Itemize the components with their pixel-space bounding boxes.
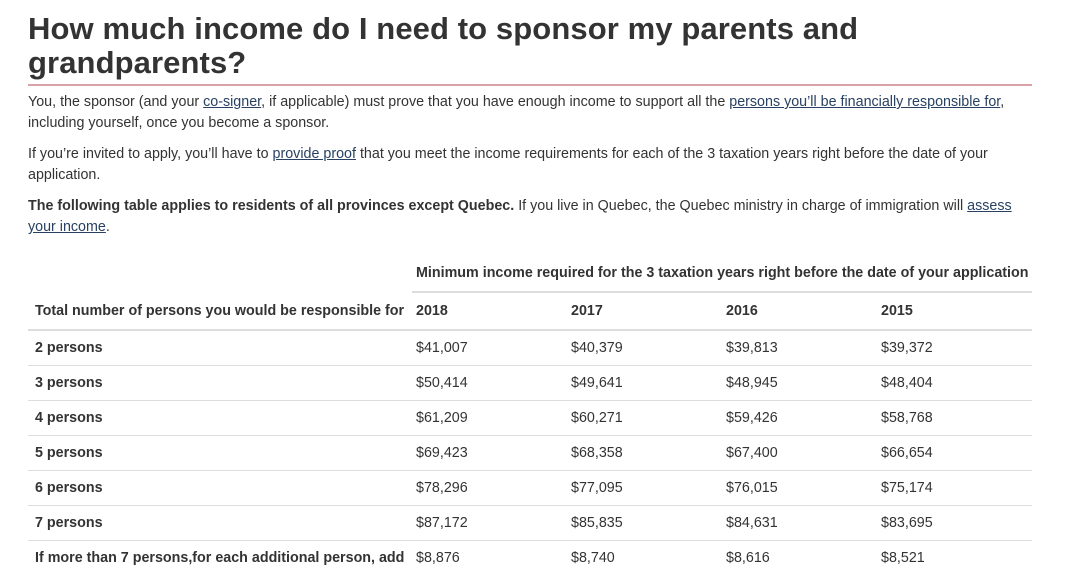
table-row — [28, 506, 1032, 541]
quebec-paragraph — [28, 196, 1032, 238]
quebec-text-2: . — [105, 219, 110, 235]
income-cell: $8,876 — [412, 541, 567, 576]
table-row — [28, 401, 1032, 436]
row-label: 6 persons — [28, 471, 412, 506]
income-cell: $76,015 — [722, 471, 877, 506]
income-cell: $48,945 — [722, 366, 877, 401]
year-header: 2016 — [722, 292, 877, 330]
co-signer-link[interactable]: co-signer — [203, 94, 262, 110]
income-cell: $66,654 — [877, 436, 1032, 471]
year-header: 2015 — [877, 292, 1032, 330]
year-header: 2017 — [567, 292, 722, 330]
sponsor-text-2: , if applicable) must prove that you have enough income to support all the — [261, 94, 730, 110]
row-label: 2 persons — [28, 330, 412, 366]
quebec-bold-note: The following table applies to residents of all provinces except Quebec. — [28, 198, 515, 214]
income-cell: $40,379 — [567, 330, 722, 366]
table-row — [28, 330, 1032, 366]
income-cell: $69,423 — [412, 436, 567, 471]
income-cell: $78,296 — [412, 471, 567, 506]
row-header-label: Total number of persons you would be responsible for — [28, 292, 412, 330]
provide-proof-link[interactable]: provide proof — [272, 146, 356, 162]
income-cell: $77,095 — [567, 471, 722, 506]
row-label: 3 persons — [28, 366, 412, 401]
income-cell: $59,426 — [722, 401, 877, 436]
proof-text-2: that you meet the income requirements for each of the 3 taxation years right before the date of your application. — [28, 146, 988, 183]
row-label: If more than 7 persons,for each additional person, add — [28, 541, 412, 576]
table-caption: Minimum income required for the 3 taxation years right before the date of your application — [412, 255, 1032, 292]
row-label: 5 persons — [28, 436, 412, 471]
income-cell: $87,172 — [412, 506, 567, 541]
income-cell: $68,358 — [567, 436, 722, 471]
income-cell: $85,835 — [567, 506, 722, 541]
row-label: 7 persons — [28, 506, 412, 541]
income-cell: $83,695 — [877, 506, 1032, 541]
table-row — [28, 541, 1032, 576]
income-cell: $58,768 — [877, 401, 1032, 436]
table-row — [28, 471, 1032, 506]
income-cell: $41,007 — [412, 330, 567, 366]
table-caption-row — [28, 255, 1032, 292]
table-header-row — [28, 292, 1032, 330]
table-row — [28, 436, 1032, 471]
caption-spacer — [28, 255, 412, 292]
income-cell: $75,174 — [877, 471, 1032, 506]
sponsor-text-1: You, the sponsor (and your — [28, 94, 204, 110]
row-label: 4 persons — [28, 401, 412, 436]
income-cell: $8,521 — [877, 541, 1032, 576]
year-header: 2018 — [412, 292, 567, 330]
proof-paragraph — [28, 144, 1032, 186]
income-cell: $48,404 — [877, 366, 1032, 401]
income-cell: $8,616 — [722, 541, 877, 576]
table-row — [28, 366, 1032, 401]
income-cell: $8,740 — [567, 541, 722, 576]
income-table — [28, 255, 1032, 575]
income-cell: $67,400 — [722, 436, 877, 471]
income-cell: $84,631 — [722, 506, 877, 541]
income-cell: $50,414 — [412, 366, 567, 401]
income-cell: $60,271 — [567, 401, 722, 436]
page-title: How much income do I need to sponsor my parents and grandparents? — [28, 11, 859, 80]
income-cell: $39,372 — [877, 330, 1032, 366]
proof-text-1: If you’re invited to apply, you’ll have to — [28, 146, 273, 162]
quebec-text-1: If you live in Quebec, the Quebec ministry in charge of immigration will — [514, 198, 968, 214]
income-cell: $39,813 — [722, 330, 877, 366]
income-cell: $61,209 — [412, 401, 567, 436]
sponsor-text-3: , including yourself, once you become a sponsor. — [28, 94, 1005, 131]
financially-responsible-link[interactable]: persons you’ll be financially responsible for — [729, 94, 1001, 110]
title-divider — [28, 84, 1032, 86]
assess-income-link[interactable]: assess your income — [28, 198, 1012, 235]
income-cell: $49,641 — [567, 366, 722, 401]
sponsor-paragraph — [28, 92, 1032, 134]
